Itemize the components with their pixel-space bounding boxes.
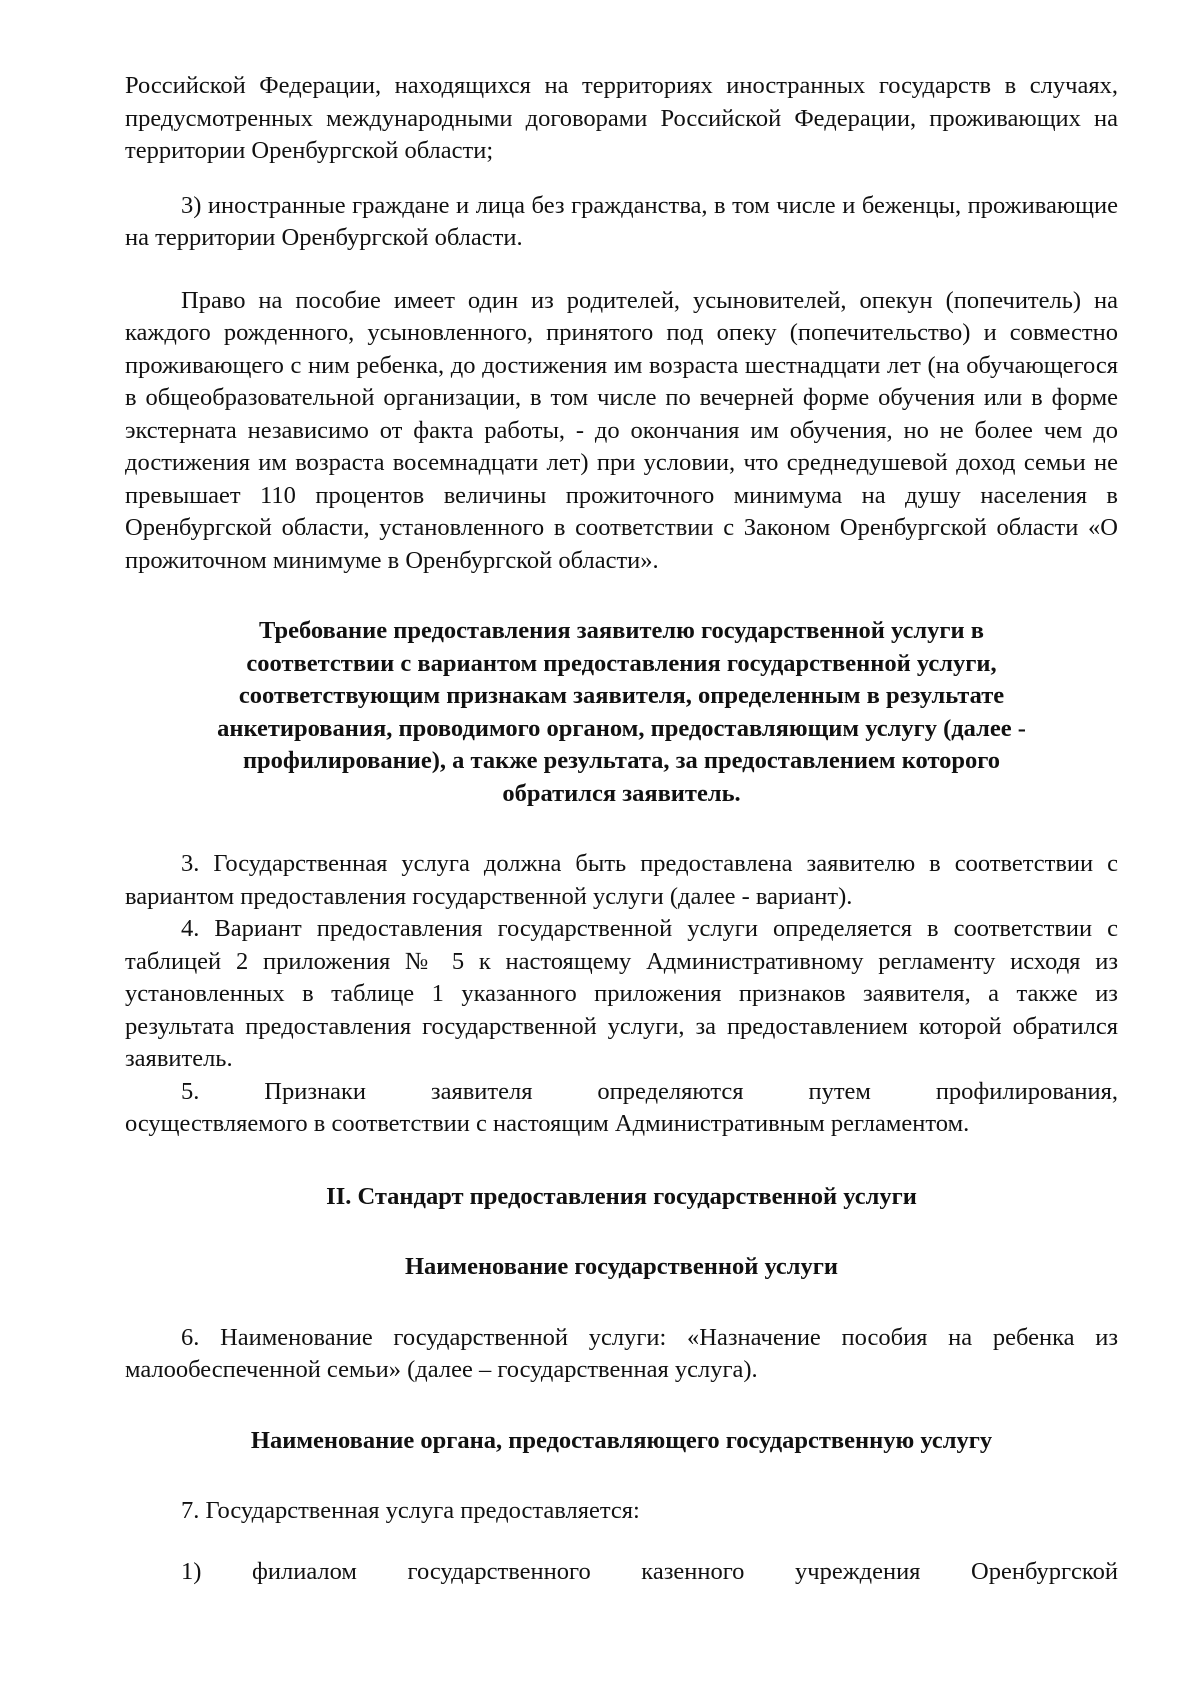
paragraph-7-item-1-word: казенного bbox=[641, 1557, 745, 1585]
paragraph-5-line-1 bbox=[181, 1076, 1118, 1109]
paragraph-right-to-benefit: Право на пособие имеет один из родителей, усыновителей, опекун (попечитель) на каждого рожденного, усыновленного, принятого под опеку (попечительство) и совместно проживающего с ним ребенка, до достижения им возраста шестнадцати лет (на обучающегося в общеобразовательной организации, в том числе по вечерней форме обучения или в форме экстерната независимо от факта работы, - до окончания им обучения, но не более чем до достижения им возраста восемнадцати лет) при условии, что среднедушевой доход семьи не превышает 110 процентов величины прожиточного минимума на душу населения в Оренбургской области, установленного в соответствии с Законом Оренбургской области «О прожиточном минимуме в Оренбургской области». bbox=[125, 286, 1118, 574]
paragraph-7-item-1-word: государственного bbox=[407, 1557, 591, 1585]
paragraph-5-word: 5. bbox=[181, 1077, 200, 1105]
paragraph-5-word: Признаки bbox=[264, 1077, 367, 1105]
paragraph-7-item-1 bbox=[181, 1556, 1118, 1589]
heading-requirement-line: профилирование), а также результата, за предоставлением которого bbox=[242, 747, 1001, 774]
paragraph-4: 4. Вариант предоставления государственной услуги определяется в соответствии с таблицей 2 приложения № 5 к настоящему Административному регламенту исходя из установленных в таблице 1 указанного приложения признаков заявителя, а также из результата предоставления государственной услуги, за предоставлением которой обратился заявитель. bbox=[125, 915, 1118, 1072]
paragraph-7-item-1-word: учреждения bbox=[795, 1557, 921, 1585]
heading-organ-name: Наименование органа, предоставляющего государственную услугу bbox=[250, 1426, 993, 1454]
paragraph-7-item-1-word: филиалом bbox=[252, 1557, 357, 1585]
paragraph-5-word: профилирования, bbox=[935, 1077, 1118, 1105]
paragraph-7: 7. Государственная услуга предоставляется: bbox=[181, 1497, 640, 1524]
paragraph-7-item-1-word: 1) bbox=[181, 1557, 202, 1585]
paragraph-item-3: 3) иностранные граждане и лица без гражданства, в том числе и беженцы, проживающие на территории Оренбургской области. bbox=[125, 191, 1118, 251]
paragraph-5-word: заявителя bbox=[430, 1077, 533, 1105]
heading-requirement-line: обратился заявитель. bbox=[502, 779, 741, 807]
heading-service-name: Наименование государственной услуги bbox=[404, 1253, 839, 1280]
heading-section-2: II. Стандарт предоставления государственной услуги bbox=[326, 1182, 917, 1210]
paragraph-3: 3. Государственная услуга должна быть предоставлена заявителю в соответствии с вариантом предоставления государственной услуги (далее - вариант). bbox=[125, 850, 1118, 910]
paragraph-5-word: определяются bbox=[597, 1077, 744, 1105]
paragraph-intro-continuation: Российской Федерации, находящихся на территориях иностранных государств в случаях, предусмотренных международными договорами Российской Федерации, проживающих на территории Оренбургской области; bbox=[125, 72, 1118, 164]
paragraph-7-item-1-word: Оренбургской bbox=[971, 1557, 1118, 1585]
heading-requirement-line: соответствующим признакам заявителя, определенным в результате bbox=[238, 682, 1005, 709]
paragraph-6: 6. Наименование государственной услуги: «Назначение пособия на ребенка из малообеспеченной семьи» (далее – государственная услуга). bbox=[125, 1323, 1118, 1383]
heading-requirement-line: соответствии с вариантом предоставления государственной услуги, bbox=[246, 649, 997, 677]
heading-requirement-line: Требование предоставления заявителю государственной услуги в bbox=[259, 617, 984, 644]
heading-requirement bbox=[125, 615, 1118, 810]
heading-requirement-line: анкетирования, проводимого органом, предоставляющим услугу (далее - bbox=[217, 714, 1026, 742]
paragraph-5-word: путем bbox=[808, 1077, 871, 1105]
paragraph-5-line-2: осуществляемого в соответствии с настоящим Административным регламентом. bbox=[125, 1110, 970, 1137]
